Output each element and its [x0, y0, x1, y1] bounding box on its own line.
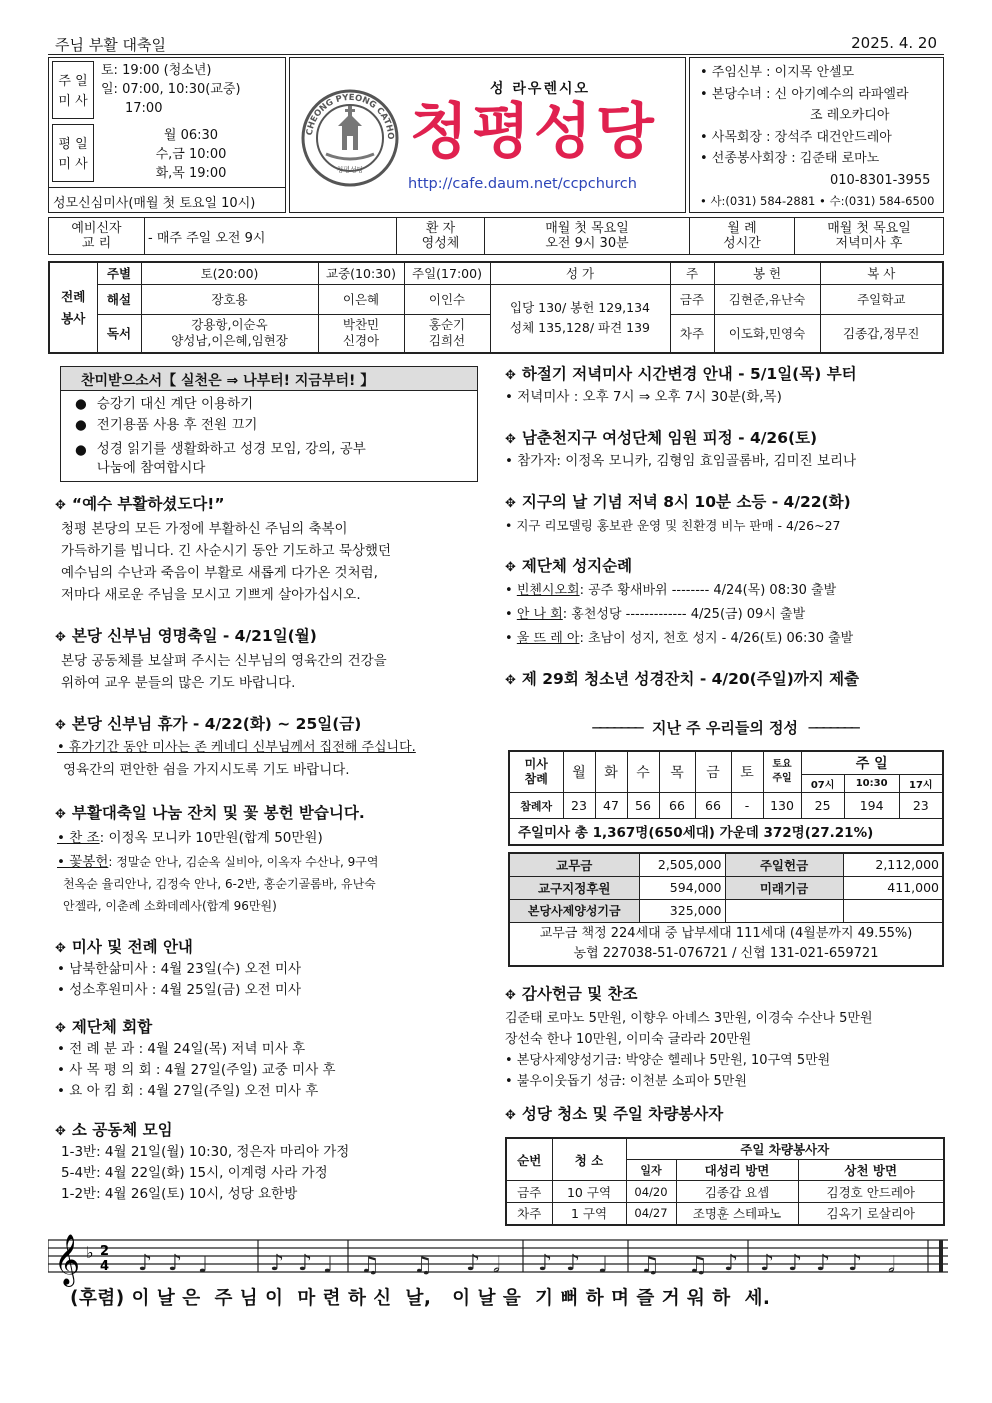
diamond-icon: ✥ [55, 1021, 66, 1036]
car-cell: 1 구역 [552, 1203, 626, 1225]
diamond-icon: ✥ [505, 988, 516, 1003]
body-line: 영육간의 편안한 쉼을 가지시도록 기도 바랍니다. [63, 762, 350, 778]
easter-message [55, 518, 490, 606]
liturgy-header: 주 [670, 262, 714, 284]
bullet-line: • 저녁미사 : 오후 7시 ⇒ 오후 7시 30분(화,목) [505, 389, 782, 405]
fin-value: 594,000 [639, 876, 725, 899]
right-column [505, 362, 945, 689]
car-cell: 10 구역 [552, 1181, 626, 1203]
sunday-line: 일: 07:00, 10:30(교중) [101, 82, 241, 97]
pilgrimage-list [505, 579, 945, 651]
donation-label: • 찬 조 [57, 830, 100, 846]
praise-item: ● 승강기 대신 계단 이용하기 [75, 396, 254, 412]
bullet-line: 1-2반: 4월 26일(토) 10시, 성당 요한방 [61, 1186, 298, 1202]
header-rule [48, 54, 944, 55]
reading-cell: 강용항,이순옥 양성남,이은혜,임현장 [141, 314, 318, 353]
diamond-icon: ✥ [505, 368, 516, 383]
donation-text: 천옥순 율리안나, 김정숙 안나, 6-2반, 홍순기골롬바, 유난숙 [63, 877, 376, 891]
att-value: 56 [627, 793, 659, 819]
sick-communion-time: 매월 첫 목요일 오전 9시 30분 [485, 218, 690, 255]
car-cell: 김옥기 로살리아 [798, 1203, 944, 1225]
svg-text:♪: ♪ [566, 1251, 581, 1276]
bullet-line: • 전 례 분 과 : 4월 24일(목) 저녁 미사 후 [57, 1041, 306, 1057]
time-sig-icon: 2 [100, 1244, 110, 1259]
music-staff-icon [48, 1228, 948, 1288]
seal-icon [300, 88, 400, 188]
section-title: ✥ 제 29회 청소년 성경잔치 - 4/20(주일)까지 제출 [505, 670, 860, 688]
hymn-lyrics: (후렴) 이 날 은 주 님 이 마 련 하 신 날, 이 날 을 기 뻐 하 며 즐 거 워 하 세. [70, 1288, 771, 1309]
car-cell: 김경호 안드레아 [798, 1181, 944, 1203]
body-line: 저마다 새로운 주님을 모시고 기쁘게 살아가십시오. [61, 587, 361, 603]
liturgy-header: 주일(17:00) [404, 262, 490, 284]
svg-text:♪: ♪ [138, 1251, 153, 1276]
pilgrimage-item: • 울 뜨 레 아: 초남이 성지, 천호 성지 - 4/26(토) 06:30 출발 [505, 631, 854, 646]
catechism-label: 예비신자 교 리 [49, 218, 145, 255]
weekday-mass-label: 평 일 미 사 [52, 124, 94, 182]
liturgy-header: 교중(10:30) [318, 262, 404, 284]
diamond-icon: ✥ [505, 496, 516, 511]
car-cell: 조명훈 스테파노 [676, 1203, 798, 1225]
svg-text:♪: ♪ [788, 1251, 803, 1276]
vacation-message [55, 737, 490, 781]
mass-guide [55, 959, 490, 1001]
weekday-line: 화,목 19:00 [155, 166, 227, 181]
donation-label: • 꽃봉헌 [57, 854, 109, 870]
cleaning-table [505, 1137, 945, 1226]
catechism-time: - 매주 주일 오전 9시 [145, 218, 397, 255]
fin-empty [843, 899, 943, 922]
weekday-line: 수,금 10:00 [155, 147, 227, 162]
thanks-line: 장선숙 한나 10만원, 이미숙 글라라 20만원 [505, 1032, 752, 1047]
svg-text:♪: ♪ [538, 1251, 553, 1276]
att-header: 금 [695, 751, 731, 793]
att-value: 66 [659, 793, 695, 819]
time-sig-icon: 4 [100, 1259, 110, 1274]
sunday-mass-label: 주 일 미 사 [52, 61, 94, 119]
body-line: 예수님의 수난과 죽음이 부활로 새롭게 다가온 것처럼, [61, 565, 378, 581]
offertory-cell: 김현준,유난숙 [714, 284, 820, 314]
svg-text:♩: ♩ [323, 1253, 334, 1278]
pilgrimage-detail: : 초남이 성지, 천호 성지 - 4/26(토) 06:30 출발 [579, 631, 854, 646]
fin-label: 본당사제양성기금 [509, 899, 639, 922]
staff-line: 조 레오카디아 [810, 108, 890, 123]
feast-message [55, 650, 490, 694]
left-column [55, 492, 490, 1205]
section-title: ✥ 본당 신부님 영명축일 - 4/21일(월) [55, 627, 317, 645]
diamond-icon: ✥ [505, 560, 516, 575]
section-title: ✥ 제단체 성지순례 [505, 557, 633, 575]
car-header: 주일 차량봉사자 [626, 1138, 944, 1160]
staff-line: 010-8301-3955 [830, 172, 931, 188]
att-header: 토요 주일 [763, 751, 801, 793]
parish-patron: 성 라우렌시오 [490, 81, 591, 97]
bulletin-date: 2025. 4. 20 [851, 34, 937, 52]
weekday-line: 월 06:30 [163, 128, 219, 143]
praise-text: 승강기 대신 계단 이용하기 [96, 396, 254, 412]
diamond-icon: ✥ [505, 432, 516, 447]
fin-label: 미래기금 [725, 876, 843, 899]
commentary-label: 해설 [97, 284, 141, 314]
offertory-cell: 이도화,민영숙 [714, 314, 820, 353]
sunday-line: 토: 19:00 (청소년) [101, 63, 212, 78]
body-line: 청평 본당의 모든 가정에 부활하신 주님의 축복이 [61, 521, 348, 537]
commentary-cell: 이인수 [404, 284, 490, 314]
fin-note-line: 교무금 책정 224세대 중 납부세대 111세대 (4월분까지 49.55%) [539, 925, 913, 941]
liturgy-table [48, 261, 944, 354]
liturgy-side-label: 전례 봉사 [49, 262, 97, 353]
thanks-section [505, 982, 950, 1124]
fin-value: 2,505,000 [639, 853, 725, 876]
bullet-line: 5-4반: 4월 22일(화) 15시, 이계령 사라 가정 [61, 1165, 328, 1181]
car-cell: 04/27 [626, 1203, 676, 1225]
heart-mass: 성모신심미사(매월 첫 토요일 10시) [49, 187, 285, 211]
att-value: 194 [844, 793, 899, 819]
diamond-icon: ✥ [55, 807, 66, 822]
meetings [55, 1039, 490, 1102]
feast-title: 주님 부활 대축일 [55, 36, 166, 54]
donation-text: 안젤라, 이춘례 소화데레사(합계 96만원) [63, 899, 277, 913]
parish-name: 청평성당 [410, 97, 658, 167]
bullet-line: • 요 아 킴 회 : 4월 27일(주일) 오전 미사 후 [57, 1083, 319, 1099]
section-title: ✥ 하절기 저녁미사 시간변경 안내 - 5/1일(목) 부터 [505, 365, 857, 383]
laudato-si-box [60, 366, 478, 482]
bullet-line: • 남북한삶미사 : 4월 23일(수) 오전 미사 [57, 961, 302, 977]
fin-note [509, 922, 943, 966]
diamond-icon: ✥ [55, 1124, 66, 1139]
group-name: 울 뜨 레 아 [516, 631, 580, 646]
small-community [55, 1142, 490, 1205]
section-title: ✥ 남춘천지구 여성단체 임원 피정 - 4/26(토) [505, 429, 818, 447]
fin-value: 2,112,000 [843, 853, 943, 876]
pilgrimage-detail: : 홍천성당 ------------- 4/25(금) 09시 출발 [562, 607, 806, 622]
att-total: 주일미사 총 1,367명(650세대) 가운데 372명(27.21%) [509, 819, 943, 845]
sick-communion-label: 환 자 영성체 [397, 218, 485, 255]
staff-line: • 선종봉사회장 : 김준태 로마노 [700, 151, 880, 166]
car-cell: 04/20 [626, 1181, 676, 1203]
server-cell: 주일학교 [820, 284, 943, 314]
car-header: 순번 [506, 1138, 552, 1181]
body-line: 위하여 교우 분들의 많은 기도 바랍니다. [61, 675, 296, 691]
section-title: ✥ 소 공동체 모임 [55, 1121, 173, 1139]
liturgy-header: 성 가 [490, 262, 670, 284]
weekday-mass-times [101, 126, 281, 183]
liturgy-header: 봉 헌 [714, 262, 820, 284]
svg-text:♫: ♫ [413, 1253, 433, 1278]
car-cell: 차주 [506, 1203, 552, 1225]
bullet-line: • 지구 리모델링 홍보관 운영 및 친환경 비누 판매 - 4/26~27 [505, 518, 841, 533]
offering-title-text: 지난 주 우리들의 정성 [651, 719, 799, 737]
treble-clef-icon: 𝄞 [54, 1234, 81, 1285]
att-header: 목 [659, 751, 695, 793]
section-title: ✥ 감사헌금 및 찬조 [505, 985, 638, 1003]
att-value: - [731, 793, 763, 819]
att-header: 월 [563, 751, 595, 793]
thanks-line: • 본당사제양성기금: 박양순 헬레나 5만원, 10구역 5만원 [505, 1053, 831, 1068]
fin-label: 교무금 [509, 853, 639, 876]
section-title: ✥ 본당 신부님 휴가 - 4/22(화) ~ 25일(금) [55, 715, 362, 733]
att-header: 수 [627, 751, 659, 793]
staff-line: • 사목회장 : 장석주 대건안드레아 [700, 129, 892, 145]
hymn-numbers: 입당 130/ 봉헌 129,134 성체 135,128/ 파견 139 [490, 284, 670, 353]
section-title: ✥ 지구의 날 기념 저녁 8시 10분 소등 - 4/22(화) [505, 493, 851, 511]
att-value: 25 [801, 793, 844, 819]
sunday-mass-times [101, 61, 241, 118]
svg-text:♫: ♫ [360, 1253, 380, 1278]
seal-bottom-text: 청평성당 [336, 166, 364, 174]
car-header: 일자 [626, 1160, 676, 1181]
laudato-si-title: 찬미받으소서【 실천은 ⇒ 나부터! 지금부터! 】 [61, 367, 477, 391]
staff-line: • 사:(031) 584-2881 • 수:(031) 584-6500 [700, 194, 935, 208]
fin-empty [725, 899, 843, 922]
parish-title-box [289, 57, 686, 213]
diamond-icon: ✥ [505, 1108, 516, 1123]
att-header: 미사 참례 [509, 751, 563, 793]
liturgy-header: 토(20:00) [141, 262, 318, 284]
svg-text:♫: ♫ [640, 1253, 660, 1278]
finance-table [508, 852, 944, 967]
section-title: ✥ “예수 부활하셨도다!” [55, 495, 225, 513]
car-cell: 금주 [506, 1181, 552, 1203]
att-value: 23 [899, 793, 943, 819]
fin-note-line: 농협 227038-51-076721 / 신협 131-021-659721 [573, 945, 879, 961]
staff-box [689, 57, 944, 213]
mass-times-box [48, 57, 286, 213]
diamond-icon: ✥ [55, 498, 66, 513]
holy-hour-time: 매월 첫 목요일 저녁미사 후 [795, 218, 944, 255]
car-header: 청 소 [552, 1138, 626, 1181]
att-header: 화 [595, 751, 627, 793]
attendance-table [508, 750, 944, 846]
header-line [55, 34, 937, 55]
svg-text:♪: ♪ [760, 1251, 775, 1276]
svg-text:♪: ♪ [270, 1251, 285, 1276]
att-label: 참례자 [509, 793, 563, 819]
week-label: 금주 [670, 284, 714, 314]
schedule-table [48, 217, 944, 255]
reading-label: 독서 [97, 314, 141, 353]
praise-text: 전기용품 사용 후 전원 끄기 [96, 417, 258, 433]
fin-value: 325,000 [639, 899, 725, 922]
group-name: 안 나 회 [516, 607, 563, 622]
fin-value: 411,000 [843, 876, 943, 899]
reading-cell: 박찬민 신경아 [318, 314, 404, 353]
staff-line: • 주임신부 : 이지목 안셀모 [700, 65, 855, 80]
att-value: 66 [695, 793, 731, 819]
svg-text:♪: ♪ [168, 1251, 183, 1276]
diamond-icon: ✥ [55, 630, 66, 645]
att-header: 주 일 [801, 751, 943, 775]
bullet-line: • 참가자: 이정옥 모니카, 김형임 효임골롬바, 김미진 보리나 [505, 453, 857, 469]
att-subheader: 07시 [801, 775, 844, 793]
svg-text:♪: ♪ [848, 1251, 863, 1276]
svg-text:𝅗𝅥: 𝅗𝅥 [888, 1253, 895, 1278]
fin-label: 주일헌금 [725, 853, 843, 876]
att-header: 토 [731, 751, 763, 793]
seal-text: CHEONG PYEONG CATHO [305, 92, 396, 140]
flat-icon: ♭ [86, 1243, 94, 1262]
donation-text: : 정말순 안나, 김순옥 실비아, 이옥자 수산나, 9구역 [108, 855, 379, 869]
holy-hour-label: 월 례 성시간 [690, 218, 795, 255]
praise-text: 성경 읽기를 생활화하고 성경 모임, 강의, 공부 나눔에 참여합시다 [96, 441, 366, 476]
praise-item: ● 성경 읽기를 생활화하고 성경 모임, 강의, 공부 나눔에 참여합시다 [75, 441, 366, 476]
bullet-line: • 성소후원미사 : 4월 25일(금) 오전 미사 [57, 982, 302, 998]
car-header: 대성리 방면 [676, 1160, 798, 1181]
bullet-line: • 사 목 평 의 회 : 4월 27일(주일) 교중 미사 후 [57, 1062, 336, 1078]
liturgy-header: 복 사 [820, 262, 943, 284]
commentary-cell: 장호용 [141, 284, 318, 314]
section-title: ✥ 성당 청소 및 주일 차량봉사자 [505, 1105, 724, 1123]
att-value: 47 [595, 793, 627, 819]
bullet-line: 1-3반: 4월 21일(월) 10:30, 정은자 마리아 가정 [61, 1144, 350, 1160]
svg-text:♪: ♪ [724, 1251, 739, 1276]
att-subheader: 10:30 [844, 775, 899, 793]
sunday-line: 17:00 [125, 101, 163, 116]
section-title: ✥ 미사 및 전례 안내 [55, 938, 193, 956]
music-score [48, 1228, 948, 1314]
body-line: 본당 공동체를 보살펴 주시는 신부님의 영육간의 건강을 [61, 653, 387, 669]
car-cell: 김종갑 요셉 [676, 1181, 798, 1203]
diamond-icon: ✥ [55, 941, 66, 956]
section-title: ✥ 부활대축일 나눔 잔치 및 꽃 봉헌 받습니다. [55, 804, 365, 822]
att-subheader: 17시 [899, 775, 943, 793]
liturgy-header: 주별 [97, 262, 141, 284]
offering-title: ─────── 지난 주 우리들의 정성 ─────── [592, 719, 858, 737]
pilgrimage-detail: : 공주 황새바위 -------- 4/24(목) 08:30 출발 [579, 583, 837, 598]
diamond-icon: ✥ [55, 718, 66, 733]
body-line: • 휴가기간 동안 미사는 존 케네디 신부님께서 집전해 주십니다. [57, 740, 416, 755]
group-name: 빈첸시오회 [516, 583, 580, 598]
svg-text:♪: ♪ [466, 1251, 481, 1276]
pilgrimage-item: • 안 나 회: 홍천성당 ------------- 4/25(금) 09시 출발 [505, 607, 806, 622]
svg-text:𝅗𝅥: 𝅗𝅥 [493, 1253, 500, 1278]
parish-url[interactable]: http://cafe.daum.net/ccpchurch [408, 176, 637, 192]
praise-item: ● 전기용품 사용 후 전원 끄기 [75, 417, 258, 433]
body-line: 가득하기를 빕니다. 긴 사순시기 동안 기도하고 묵상했던 [61, 543, 391, 559]
section-title: ✥ 제단체 회합 [55, 1018, 153, 1036]
car-header: 상천 방면 [798, 1160, 944, 1181]
server-cell: 김종갑,정무진 [820, 314, 943, 353]
svg-text:♪: ♪ [298, 1251, 313, 1276]
thanks-line: • 불우이웃돕기 성금: 이천분 소피아 5만원 [505, 1074, 747, 1089]
reading-cell: 홍순기 김희선 [404, 314, 490, 353]
parish-seal [300, 88, 400, 188]
att-value: 23 [563, 793, 595, 819]
svg-text:♫: ♫ [688, 1253, 708, 1278]
thanks-line: 김준태 로마노 5만원, 이향우 아녜스 3만원, 이경숙 수산나 5만원 [505, 1011, 873, 1026]
svg-text:♪: ♪ [816, 1251, 831, 1276]
diamond-icon: ✥ [505, 673, 516, 688]
svg-text:♩: ♩ [598, 1253, 609, 1278]
fin-label: 교구지정후원 [509, 876, 639, 899]
commentary-cell: 이은혜 [318, 284, 404, 314]
donation-list [55, 827, 490, 917]
att-value: 130 [763, 793, 801, 819]
donation-text: : 이정옥 모니카 10만원(합계 50만원) [99, 830, 323, 846]
svg-text:♩: ♩ [198, 1253, 209, 1278]
pilgrimage-item: • 빈첸시오회: 공주 황새바위 -------- 4/24(목) 08:30 출발 [505, 583, 837, 598]
thanks-list [505, 1008, 950, 1092]
staff-line: • 본당수녀 : 신 아기예수의 라파엘라 [700, 86, 909, 102]
week-label: 차주 [670, 314, 714, 353]
